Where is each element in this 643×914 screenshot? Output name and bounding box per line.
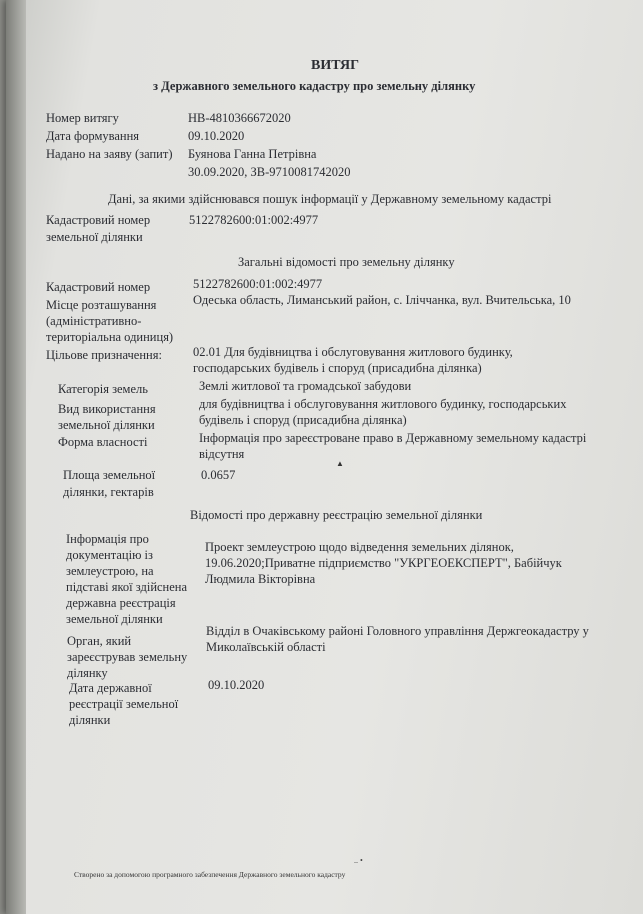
ownership-line-1: Інформація про зареєстроване право в Державному земельному кадастрі	[199, 431, 587, 445]
date-label-line: ділянки	[69, 713, 111, 727]
doc-label-line: підставі якої здійснена	[66, 580, 188, 594]
location-label-3: територіальна одиниця)	[46, 330, 174, 344]
purpose-label: Цільове призначення:	[46, 348, 162, 362]
scan-mark: .. •	[354, 856, 363, 865]
area-label-2: ділянки, гектарів	[63, 485, 154, 499]
page-edge-shadow	[6, 0, 26, 914]
doc-label-line: державна реєстрація	[66, 596, 176, 610]
pen-mark: ▲	[336, 459, 344, 468]
ownership-line-2: відсутня	[199, 447, 245, 461]
doc-line-1: Проект землеустрою щодо відведення земельних ділянок,	[205, 540, 514, 554]
organ-line-2: Миколаївській області	[206, 640, 326, 654]
use-line-2: будівель і споруд (присадибна ділянка)	[199, 413, 407, 427]
doc-label-line: земельної ділянки	[66, 612, 163, 626]
registration-date: 09.10.2020	[208, 678, 265, 692]
footer-note: Створено за допомогою програмного забезпечення Державного земельного кадастру	[74, 870, 346, 879]
location-label: Місце розташування	[46, 298, 157, 312]
ownership-label: Форма власності	[58, 435, 148, 449]
purpose-line-1: 02.01 Для будівництва і обслуговування житлового будинку,	[193, 345, 513, 359]
area-label: Площа земельної	[63, 468, 156, 482]
general-heading: Загальні відомості про земельну ділянку	[238, 255, 455, 269]
category-value: Землі житлової та громадської забудови	[199, 379, 412, 393]
formed-date: 09.10.2020	[188, 129, 245, 143]
doc-label-line: документацію із	[66, 548, 153, 562]
formed-date-label: Дата формування	[46, 129, 140, 143]
use-label: Вид використання	[58, 402, 156, 416]
doc-label-line: землеустрою, на	[66, 564, 154, 578]
doc-line-2: 19.06.2020;Приватне підприємство "УКРГЕОЕКСПЕРТ", Бабійчук	[205, 556, 562, 570]
organ-line-1: Відділ в Очаківському районі Головного управління Держгеокадастру у	[206, 624, 589, 638]
organ-label-line: зареєстрував земельну	[67, 650, 188, 664]
category-label: Категорія земель	[58, 382, 148, 396]
doc-label-line: Інформація про	[66, 532, 149, 546]
doc-line-3: Людмила Вікторівна	[205, 572, 316, 586]
organ-label-line: ділянку	[67, 666, 108, 680]
cadastral-label: Кадастровий номер	[46, 280, 151, 294]
document-sheet	[6, 0, 643, 914]
cadastral-number: 5122782600:01:002:4977	[193, 277, 323, 291]
extract-number: НВ-4810366672020	[188, 111, 291, 125]
search-cadastral-label-2: земельної ділянки	[46, 230, 143, 244]
search-cadastral-label: Кадастровий номер	[46, 213, 151, 227]
location-label-2: (адміністративно-	[46, 314, 142, 328]
document-title: ВИТЯГ	[311, 58, 360, 73]
issued-to: Буянова Ганна Петрівна	[188, 147, 317, 161]
registration-heading: Відомості про державну реєстрацію земельної ділянки	[190, 508, 483, 522]
issued-label: Надано на заяву (запит)	[46, 147, 173, 161]
location-value: Одеська область, Лиманський район, с. Іліччанка, вул. Вчительська, 10	[193, 293, 571, 307]
search-intro: Дані, за якими здійснювався пошук інформації у Державному земельному кадастрі	[108, 192, 552, 206]
use-label-2: земельної ділянки	[58, 418, 155, 432]
date-label-line: Дата державної	[69, 681, 152, 695]
organ-label-line: Орган, який	[67, 634, 132, 648]
purpose-line-2: господарських будівель і споруд (присадибна ділянка)	[193, 361, 482, 375]
search-cadastral-number: 5122782600:01:002:4977	[189, 213, 319, 227]
date-label-line: реєстрації земельної	[69, 697, 179, 711]
request-ref: 30.09.2020, ЗВ-9710081742020	[188, 165, 351, 179]
extract-number-label: Номер витягу	[46, 111, 119, 125]
use-line-1: для будівництва і обслуговування житлового будинку, господарських	[199, 397, 567, 411]
document-subtitle: з Державного земельного кадастру про земельну ділянку	[153, 79, 476, 93]
area-value: 0.0657	[201, 468, 236, 482]
